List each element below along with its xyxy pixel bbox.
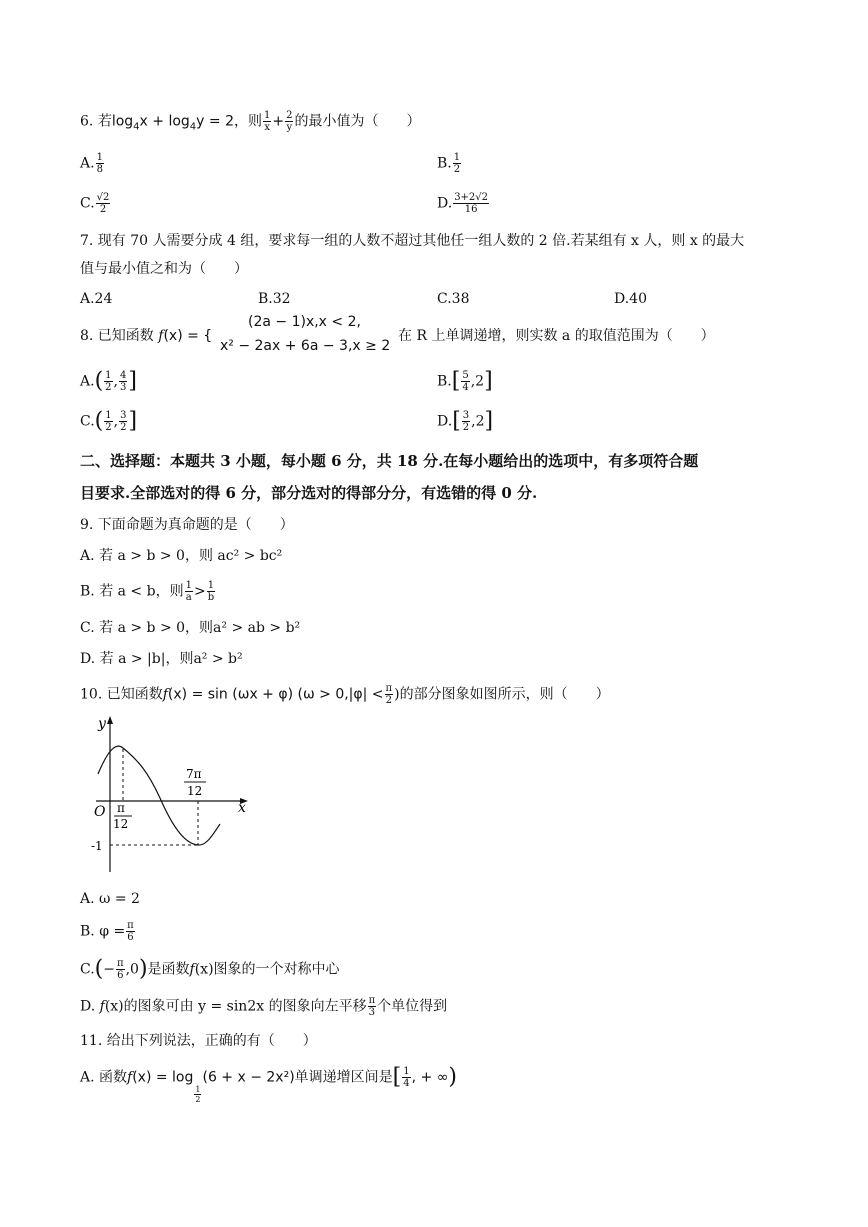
q9-option-c: C. 若 a > b > 0，则a² > ab > b² [80,620,301,636]
y-label: y [98,716,106,732]
q8-option-a: A.( $\frac{1}{2}$ , $\frac{4}{3}$ ] [80,368,137,394]
q10-option-c: C.(− $\frac{\pi}{6}$ ,0)是函数f(x)图象的一个对称中心 [80,956,340,982]
q10-option-a: A. ω = 2 [80,891,140,907]
section-2-heading-line1: 二、选择题：本题共 3 小题，每小题 6 分，共 18 分.在每小题给出的选项中，有多项符合题 [80,452,699,470]
q11-option-a: A. 函数f(x) = log $\frac{1}{2}$ (6 + x − 2x²)单调递增区间是[ $\frac{1}{4}$ , + ∞) [80,1064,457,1104]
q7-stem-line2: 值与最小值之和为（ ） [80,261,248,277]
q7-option-a: A.24 [80,291,113,307]
q8-option-b: B.[ $\frac{5}{4}$ ,2] [437,368,493,394]
q8-case-2: x² − 2ax + 6a − 3,x ≥ 2 [220,338,391,354]
q9-option-b: B. 若 a < b，则 $\frac{1}{a}$ > $\frac{1}{b}$ [80,580,215,603]
tick1-denominator: 12 [113,817,129,831]
q6-option-d: D. $\frac{3+2√2}{16}$ [437,192,489,215]
tick2-numerator: 7π [186,767,202,781]
x-label: x [238,800,246,816]
q9-option-a: A. 若 a > b > 0，则 ac² > bc² [80,548,283,564]
q10-stem: 10. 已知函数f(x) = sin (ωx + φ) (ω > 0,|φ| < $\frac{\pi}{2}$ )的部分图象如图所示，则（ ） [80,683,610,706]
q7-option-c: C.38 [437,291,470,307]
q8-option-d: D.[ $\frac{3}{2}$ ,2] [437,408,494,434]
q7-stem-line1: 7. 现有 70 人需要分成 4 组，要求每一组的人数不超过其他任一组人数的 2 倍.若某组有 x 人，则 x 的最大 [80,233,745,249]
q6-option-a: A. $\frac{1}{8}$ [80,152,103,175]
origin-label: O [94,804,106,820]
tick1-numerator: π [117,801,125,815]
y-axis-arrow [107,716,113,724]
section-2-heading-line2: 目要求.全部选对的得 6 分，部分选对的得部分分，有选错的得 0 分. [80,484,538,502]
q6-stem: 6. 若$\log_4x + \log_4y = 2$，则 $\frac{1}{x}$ + $\frac{2}{y}$ 的最小值为（ ） [80,110,421,133]
q8-case-1: (2a − 1)x,x < 2, [248,314,361,330]
q10-option-b: B. φ = $\frac{\pi}{6}$ [80,920,134,943]
q10-option-d: D. f(x)的图象可由 y = sin2x 的图象向左平移 $\frac{\pi}{3}$ 个单位得到 [80,995,448,1018]
tick2-denominator: 12 [187,784,203,798]
q7-option-d: D.40 [614,291,647,307]
q6-option-c: C. $\frac{√2}{2}$ [80,192,110,215]
q8-stem: 8. 已知函数 f(x) = { [80,328,213,344]
q9-option-d: D. 若 a > |b|，则a² > b² [80,651,243,667]
q7-option-b: B.32 [258,291,291,307]
q9-stem: 9. 下面命题为真命题的是（ ） [80,517,294,533]
min-label: -1 [91,839,103,853]
q10-graph [88,712,258,877]
q6-option-b: B. $\frac{1}{2}$ [437,152,461,175]
q8-option-c: C.( $\frac{1}{2}$ , $\frac{3}{2}$ ] [80,408,138,434]
q8-stem-suffix: 在 R 上单调递增，则实数 a 的取值范围为（ ） [398,328,715,344]
q11-stem: 11. 给出下列说法，正确的有（ ） [80,1033,317,1049]
